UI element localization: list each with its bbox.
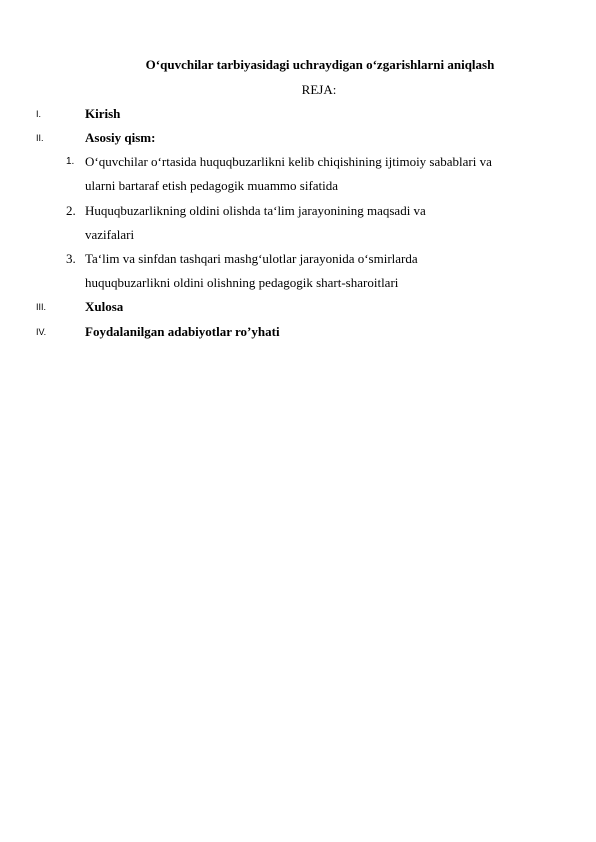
item-text-line: ularni bartaraf etish pedagogik muammo sifatida <box>85 178 339 193</box>
section-references <box>0 324 596 342</box>
section-main <box>0 130 596 148</box>
item-text-line: O‘quvchilar o‘rtasida huquqbuzarlikni kelib chiqishining ijtimoiy sabablari va <box>85 154 492 169</box>
list-item <box>0 251 596 269</box>
section-marker: II. <box>36 133 44 143</box>
section-label: Foydalanilgan adabiyotlar ro’yhati <box>85 324 280 339</box>
item-text-line: huquqbuzarlikni oldini olishning pedagogik shart-sharoitlari <box>85 275 399 290</box>
list-item-continuation <box>0 227 596 245</box>
list-item <box>0 154 596 172</box>
section-label: Asosiy qism: <box>85 130 156 145</box>
section-marker: III. <box>36 302 47 312</box>
list-item <box>0 203 596 221</box>
section-marker: IV. <box>36 327 47 337</box>
section-label: Kirish <box>85 106 121 121</box>
plan-heading: REJA: <box>301 82 337 97</box>
section-marker: I. <box>36 109 42 119</box>
document-title: O‘quvchilar tarbiyasidagi uchraydigan o‘zgarishlarni aniqlash <box>145 57 495 72</box>
section-intro <box>0 106 596 124</box>
item-marker: 2. <box>66 203 76 218</box>
item-text-line: Huquqbuzarlikning oldini olishda ta‘lim jarayonining maqsadi va <box>85 203 426 218</box>
section-conclusion <box>0 299 596 317</box>
item-text-line: Ta‘lim va sinfdan tashqari mashg‘ulotlar jarayonida o‘smirlarda <box>85 251 418 266</box>
list-item-continuation <box>0 275 596 293</box>
section-label: Xulosa <box>85 299 124 314</box>
item-marker: 1. <box>66 156 75 167</box>
item-marker: 3. <box>66 251 76 266</box>
item-text-line: vazifalari <box>85 227 135 242</box>
list-item-continuation <box>0 178 596 196</box>
